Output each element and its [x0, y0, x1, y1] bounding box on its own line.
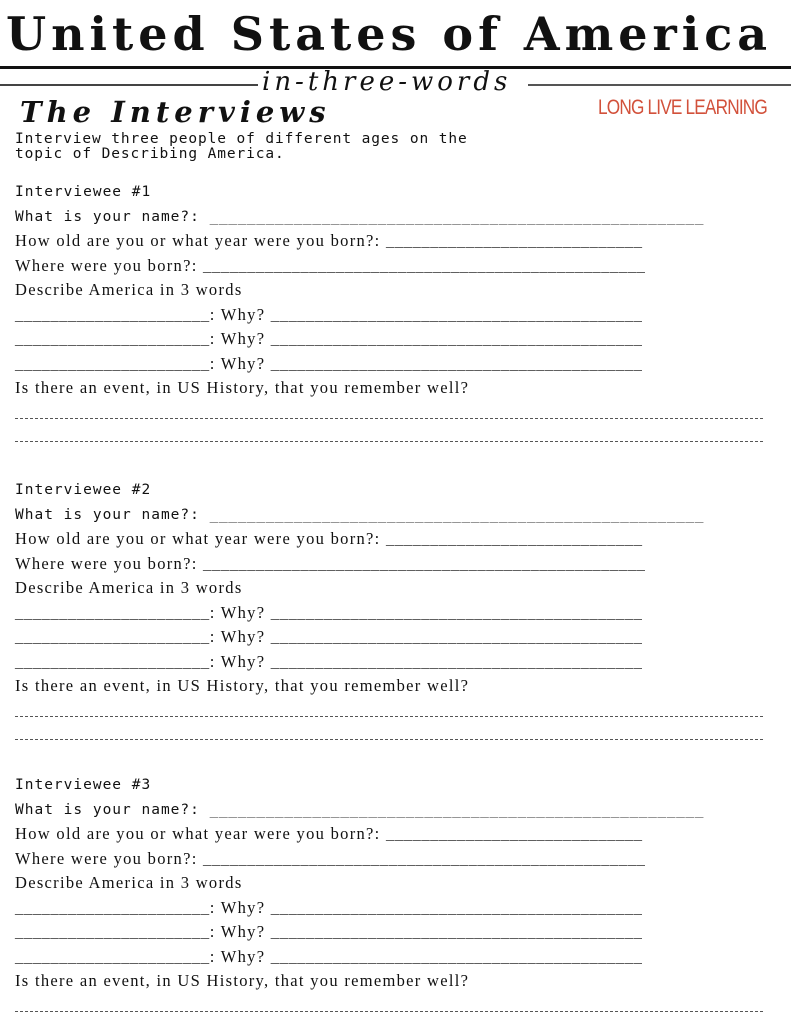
question-label: : Why? — [209, 353, 271, 373]
question-label: : Why? — [209, 304, 271, 324]
age-answer-field[interactable]: _____________________________ — [385, 231, 643, 250]
question-label: : Why? — [209, 946, 271, 966]
age-question — [15, 824, 643, 844]
age-answer-field[interactable]: _____________________________ — [385, 529, 643, 548]
birthplace-question — [15, 849, 646, 869]
event-question — [15, 676, 469, 696]
event-answer-line-1[interactable] — [15, 1011, 763, 1012]
why-1-field[interactable]: __________________________________________ — [270, 602, 643, 622]
word-2-field[interactable]: ______________________ — [15, 627, 210, 646]
worksheet-subtitle: in-three-words — [262, 67, 512, 97]
why-1-field[interactable]: __________________________________________ — [270, 897, 643, 917]
brand-logo: LONG LIVE LEARNING — [598, 96, 767, 119]
birthplace-question — [15, 554, 646, 574]
name-answer-field[interactable]: _____________________________________________________ — [209, 208, 705, 225]
word-2-row — [15, 627, 642, 647]
question-label: What is your name?: — [15, 208, 210, 225]
word-3-row — [15, 354, 642, 374]
event-answer-line-1[interactable] — [15, 716, 763, 717]
question-label: How old are you or what year were you born?: — [15, 824, 386, 843]
word-2-row — [15, 329, 642, 349]
question-label: : Why? — [209, 329, 271, 348]
subtitle-rule-left — [0, 84, 258, 86]
question-label: Interviewee #1 — [15, 184, 152, 200]
word-3-field[interactable]: ______________________ — [15, 651, 210, 671]
question-label: Interviewee #3 — [15, 777, 152, 793]
question-label: Where were you born?: — [15, 848, 204, 868]
name-question — [15, 505, 704, 525]
event-answer-line-2[interactable] — [15, 739, 763, 740]
question-label: How old are you or what year were you born?: — [15, 529, 386, 548]
why-2-field[interactable]: __________________________________________ — [270, 922, 643, 941]
question-label: Where were you born?: — [15, 255, 204, 275]
word-1-row — [15, 603, 642, 623]
birthplace-answer-field[interactable]: __________________________________________________ — [203, 553, 646, 573]
question-label: What is your name?: — [15, 506, 210, 523]
section-heading: The Interviews — [20, 95, 331, 129]
age-answer-field[interactable]: _____________________________ — [385, 824, 643, 843]
interviewee-label — [15, 182, 151, 202]
birthplace-answer-field[interactable]: __________________________________________________ — [203, 848, 646, 868]
word-2-field[interactable]: ______________________ — [15, 922, 210, 941]
word-3-field[interactable]: ______________________ — [15, 946, 210, 966]
describe-america-prompt — [15, 873, 243, 893]
intro-line-1: Interview three people of different ages on the — [15, 131, 468, 147]
interviewee-label — [15, 480, 151, 500]
question-label: Interviewee #2 — [15, 482, 152, 498]
word-3-row — [15, 947, 642, 967]
question-label: : Why? — [209, 651, 271, 671]
birthplace-question — [15, 256, 646, 276]
why-1-field[interactable]: __________________________________________ — [270, 304, 643, 324]
event-answer-line-1[interactable] — [15, 418, 763, 419]
question-label: What is your name?: — [15, 801, 210, 818]
question-label: : Why? — [209, 602, 271, 622]
word-1-field[interactable]: ______________________ — [15, 304, 210, 324]
why-2-field[interactable]: __________________________________________ — [270, 329, 643, 348]
event-question — [15, 378, 469, 398]
question-label: Where were you born?: — [15, 553, 204, 573]
word-1-row — [15, 305, 642, 325]
subtitle-rule-right — [528, 84, 791, 86]
describe-america-prompt — [15, 280, 243, 300]
worksheet-title: United States of America — [6, 7, 773, 61]
event-answer-line-2[interactable] — [15, 441, 763, 442]
event-question — [15, 971, 469, 991]
question-label: Describe America in 3 words — [15, 578, 243, 597]
question-label: Is there an event, in US History, that you remember well? — [15, 378, 470, 397]
why-3-field[interactable]: __________________________________________ — [270, 353, 643, 373]
why-3-field[interactable]: __________________________________________ — [270, 946, 643, 966]
why-3-field[interactable]: __________________________________________ — [270, 651, 643, 671]
why-2-field[interactable]: __________________________________________ — [270, 627, 643, 646]
word-3-row — [15, 652, 642, 672]
name-question — [15, 800, 704, 820]
word-1-field[interactable]: ______________________ — [15, 897, 210, 917]
question-label: Describe America in 3 words — [15, 280, 243, 299]
question-label: : Why? — [209, 922, 271, 941]
name-answer-field[interactable]: _____________________________________________________ — [209, 801, 705, 818]
word-1-field[interactable]: ______________________ — [15, 602, 210, 622]
name-question — [15, 207, 704, 227]
age-question — [15, 529, 643, 549]
birthplace-answer-field[interactable]: __________________________________________________ — [203, 255, 646, 275]
question-label: Is there an event, in US History, that you remember well? — [15, 971, 470, 990]
word-3-field[interactable]: ______________________ — [15, 353, 210, 373]
word-1-row — [15, 898, 642, 918]
word-2-row — [15, 922, 642, 942]
question-label: : Why? — [209, 627, 271, 646]
question-label: How old are you or what year were you born?: — [15, 231, 386, 250]
age-question — [15, 231, 643, 251]
intro-text — [15, 132, 515, 162]
describe-america-prompt — [15, 578, 243, 598]
intro-line-2: topic of Describing America. — [15, 146, 285, 162]
question-label: : Why? — [209, 897, 271, 917]
interviewee-label — [15, 775, 151, 795]
question-label: Describe America in 3 words — [15, 873, 243, 892]
word-2-field[interactable]: ______________________ — [15, 329, 210, 348]
question-label: Is there an event, in US History, that you remember well? — [15, 676, 470, 695]
name-answer-field[interactable]: _____________________________________________________ — [209, 506, 705, 523]
